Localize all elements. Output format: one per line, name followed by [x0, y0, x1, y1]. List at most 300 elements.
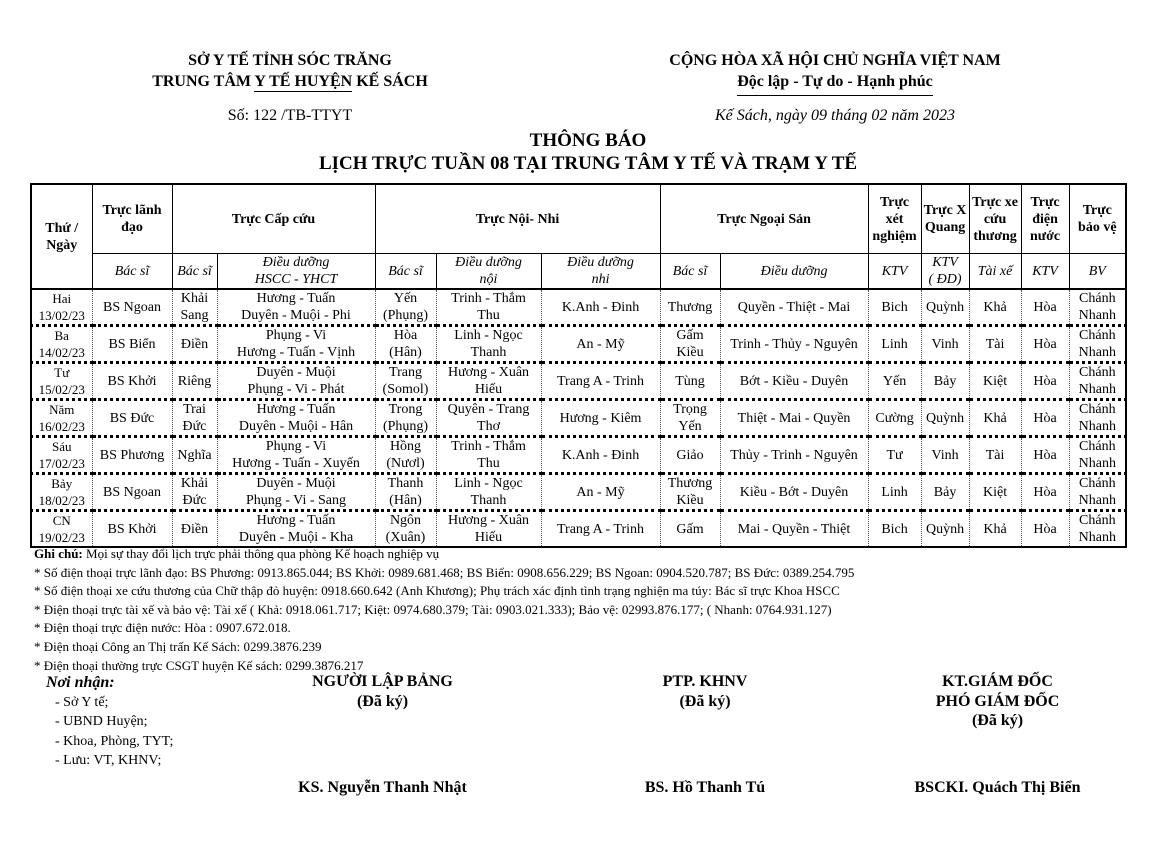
- sub-header-surg-doctor: Bác sĩ: [660, 254, 720, 290]
- national-motto: Độc lập - Tự do - Hạnh phúc: [737, 71, 933, 96]
- cell-text: Kiều - Bớt - Duyên: [739, 484, 849, 500]
- cell-text: Hòa: [1033, 521, 1057, 537]
- cell-text: Ba: [54, 328, 69, 343]
- cell-ped-nurse: [541, 363, 660, 400]
- cell-text: Hiếu: [474, 382, 503, 397]
- cell-text: 17/02/23: [38, 456, 85, 471]
- cell-ped-nurse: [541, 437, 660, 474]
- note-line: * Điện thoại trực điện nước: Hòa : 0907.672.018.: [34, 620, 291, 636]
- doc-subtitle: LỊCH TRỰC TUẦN 08 TẠI TRUNG TÂM Y TẾ VÀ TRẠM Y TẾ: [318, 153, 858, 174]
- cell-text: 14/02/23: [38, 345, 85, 360]
- cell-text: Thương: [667, 476, 713, 491]
- cell-text: Chánh: [1079, 291, 1116, 306]
- note-line: * Điện thoại thường trực CSGT huyện Kế sách: 0299.3876.217: [34, 657, 364, 673]
- note-line: * Điện thoại Công an Thị trấn Kế Sách: 0299.3876.239: [34, 638, 322, 654]
- sub-header-xray: KTV ( ĐD): [921, 254, 969, 290]
- cell-er-nurse: [217, 511, 375, 548]
- cell-text: Thiệt - Mai - Quyền: [737, 410, 851, 426]
- cell-utilities: [1021, 363, 1069, 400]
- cell-text: Nhanh: [1078, 493, 1116, 508]
- cell-ped-nurse: [541, 511, 660, 548]
- cell-text: Hòa: [1033, 299, 1057, 315]
- table-row: [31, 511, 1126, 548]
- nation-name: CỘNG HÒA XÃ HỘI CHỦ NGHĨA VIỆT NAM: [669, 52, 1001, 69]
- cell-int-nurse: [436, 474, 541, 511]
- cell-ped-nurse: [541, 474, 660, 511]
- signer-name-khnv: BS. Hồ Thanh Tú: [644, 779, 766, 796]
- cell-int-doctor: [375, 511, 436, 548]
- cell-surg-doctor: [660, 289, 720, 326]
- sub-header-utilities: KTV: [1021, 254, 1069, 290]
- cell-text: Quỳnh: [925, 521, 965, 537]
- cell-text: Hòa: [1033, 336, 1057, 352]
- cell-text: 13/02/23: [38, 308, 85, 323]
- cell-text: Nhanh: [1078, 419, 1116, 434]
- cell-text: Quyên - Trang: [447, 402, 530, 417]
- cell-text: Duyên - Muội - Phi: [241, 308, 351, 323]
- cell-er-doctor: [172, 474, 217, 511]
- duty-schedule-table: [30, 183, 1127, 548]
- cell-day: [31, 511, 92, 548]
- table-row: [31, 289, 1126, 326]
- cell-text: (Hân): [389, 345, 422, 360]
- col-header-surgery-obstetrics: Trực Ngoại Sản: [660, 184, 868, 254]
- cell-text: Trinh - Thắm: [451, 439, 526, 454]
- cell-utilities: [1021, 511, 1069, 548]
- cell-text: Phụng - Vi - Phát: [247, 382, 345, 397]
- cell-text: Quỳnh: [925, 299, 965, 315]
- cell-text: 16/02/23: [38, 419, 85, 434]
- cell-text: Nhanh: [1078, 382, 1116, 397]
- cell-text: Tư: [886, 447, 903, 463]
- cell-utilities: [1021, 289, 1069, 326]
- cell-surg-doctor: [660, 400, 720, 437]
- signer-name-director: BSCKI. Quách Thị Biển: [914, 779, 1081, 796]
- cell-int-nurse: [436, 511, 541, 548]
- cell-text: Khả: [983, 299, 1007, 315]
- sub-header-er-doctor: Bác sĩ: [172, 254, 217, 290]
- cell-text: Phụng - Vi: [265, 328, 327, 343]
- cell-text: Thanh: [470, 345, 507, 360]
- cell-text: 15/02/23: [38, 382, 85, 397]
- cell-text: Chánh: [1079, 365, 1116, 380]
- cell-text: Nhanh: [1078, 345, 1116, 360]
- cell-er-nurse: [217, 400, 375, 437]
- cell-leader: [92, 326, 172, 363]
- cell-security: [1069, 400, 1126, 437]
- cell-text: BS Phương: [99, 447, 165, 463]
- cell-surg-nurse: [720, 400, 868, 437]
- cell-security: [1069, 511, 1126, 548]
- recipients-section: [46, 673, 173, 771]
- cell-text: Điền: [180, 521, 209, 537]
- signature-block-khnv: [600, 672, 810, 711]
- cell-text: Hương - Tuấn: [256, 402, 336, 417]
- sub-header-ped-nurse: Điều dưỡng nhi: [541, 254, 660, 290]
- cell-surg-doctor: [660, 326, 720, 363]
- cell-ambulance: [969, 289, 1021, 326]
- cell-text: Hai: [52, 291, 72, 306]
- cell-leader: [92, 437, 172, 474]
- col-header-internal-pediatric: Trực Nội- Nhi: [375, 184, 660, 254]
- cell-text: Giảo: [676, 447, 704, 463]
- cell-int-doctor: [375, 400, 436, 437]
- cell-text: Trang: [389, 365, 422, 380]
- cell-text: Chánh: [1079, 328, 1116, 343]
- cell-xray: [921, 511, 969, 548]
- cell-er-doctor: [172, 326, 217, 363]
- cell-text: Kiệt: [982, 484, 1008, 500]
- cell-utilities: [1021, 400, 1069, 437]
- cell-ped-nurse: [541, 326, 660, 363]
- cell-leader: [92, 289, 172, 326]
- cell-text: Khả: [983, 410, 1007, 426]
- cell-text: Khải: [180, 476, 209, 491]
- cell-text: Khải: [180, 291, 209, 306]
- cell-er-doctor: [172, 289, 217, 326]
- cell-text: (Somol): [382, 382, 429, 397]
- cell-lab: [868, 474, 921, 511]
- cell-text: Trai: [183, 402, 206, 417]
- cell-int-nurse: [436, 326, 541, 363]
- cell-int-nurse: [436, 437, 541, 474]
- recipient-item: - Sở Y tế;: [55, 694, 109, 710]
- cell-er-doctor: [172, 400, 217, 437]
- cell-er-nurse: [217, 474, 375, 511]
- notes-first-line: Mọi sự thay đổi lịch trực phải thông qua phòng Kế hoạch nghiệp vụ: [82, 546, 440, 561]
- notes-intro: [34, 545, 854, 564]
- cell-text: Trang A - Trinh: [557, 521, 645, 537]
- doc-title: THÔNG BÁO: [529, 130, 647, 151]
- cell-text: BS Ngoan: [103, 484, 161, 500]
- cell-text: Mai - Quyền - Thiệt: [737, 521, 851, 537]
- cell-text: BS Biển: [108, 336, 156, 352]
- cell-security: [1069, 474, 1126, 511]
- cell-day: [31, 474, 92, 511]
- cell-text: Gấm: [676, 328, 704, 343]
- cell-text: Trọng: [673, 402, 707, 417]
- cell-text: Hồng: [389, 439, 422, 454]
- cell-text: Yến: [678, 419, 702, 434]
- col-header-emergency: Trực Cấp cứu: [172, 184, 375, 254]
- cell-lab: [868, 437, 921, 474]
- cell-int-nurse: [436, 363, 541, 400]
- cell-text: Nhanh: [1078, 530, 1116, 545]
- org-line-2-pre: TRUNG TÂM: [152, 73, 255, 90]
- cell-int-doctor: [375, 363, 436, 400]
- cell-xray: [921, 400, 969, 437]
- col-header-utilities: Trực điện nước: [1021, 184, 1069, 254]
- cell-day: [31, 289, 92, 326]
- org-line-2: [100, 71, 480, 92]
- table-row: [31, 437, 1126, 474]
- sub-header-lab: KTV: [868, 254, 921, 290]
- cell-text: Hương - Tuấn - Xuyến: [232, 456, 360, 471]
- cell-text: Quỳnh: [925, 410, 965, 426]
- cell-text: Thu: [477, 456, 500, 471]
- cell-xray: [921, 363, 969, 400]
- table-row: [31, 400, 1126, 437]
- cell-text: Hòa: [1033, 484, 1057, 500]
- cell-text: Vinh: [931, 447, 959, 463]
- signature-title: PTP. KHNV: [662, 673, 748, 690]
- cell-text: Thu: [477, 308, 500, 323]
- cell-text: Chánh: [1079, 476, 1116, 491]
- cell-text: Duyên - Muội: [256, 365, 336, 380]
- cell-text: Nhanh: [1078, 456, 1116, 471]
- cell-text: Gấm: [676, 521, 704, 537]
- document-number: Số: 122 /TB-TTYT: [227, 107, 353, 124]
- cell-leader: [92, 400, 172, 437]
- cell-text: An - Mỹ: [576, 484, 625, 500]
- sub-header-er-nurse: Điều dưỡng HSCC - YHCT: [217, 254, 375, 290]
- cell-text: Bich: [881, 521, 908, 537]
- cell-text: Vinh: [931, 336, 959, 352]
- cell-ambulance: [969, 474, 1021, 511]
- cell-utilities: [1021, 326, 1069, 363]
- cell-text: Hương - Tuấn - Vịnh: [236, 345, 356, 360]
- cell-text: BS Khởi: [107, 521, 157, 537]
- cell-lab: [868, 400, 921, 437]
- cell-security: [1069, 437, 1126, 474]
- sub-header-security: BV: [1069, 254, 1126, 290]
- sub-header-surg-nurse: Điều dưỡng: [720, 254, 868, 290]
- cell-text: Ngôn: [389, 513, 422, 528]
- cell-text: Tư: [54, 365, 70, 380]
- cell-er-nurse: [217, 437, 375, 474]
- cell-text: Linh - Ngọc: [454, 476, 523, 491]
- national-heading: [620, 50, 1050, 96]
- signature-title: KT.GIÁM ĐỐC: [942, 673, 1053, 690]
- cell-text: Hương - Xuân: [447, 365, 530, 380]
- cell-er-doctor: [172, 437, 217, 474]
- recipient-item: - UBND Huyện;: [55, 714, 148, 729]
- cell-ambulance: [969, 363, 1021, 400]
- cell-surg-nurse: [720, 289, 868, 326]
- cell-text: Khả: [983, 521, 1007, 537]
- cell-text: Phụng - Vi: [265, 439, 327, 454]
- cell-surg-doctor: [660, 474, 720, 511]
- cell-int-doctor: [375, 326, 436, 363]
- cell-surg-doctor: [660, 437, 720, 474]
- cell-text: Bich: [881, 299, 908, 315]
- sub-header-int-nurse: Điều dưỡng nội: [436, 254, 541, 290]
- cell-text: Hương - Kiêm: [559, 410, 642, 426]
- cell-text: Hương - Tuấn: [256, 291, 336, 306]
- cell-ambulance: [969, 400, 1021, 437]
- cell-xray: [921, 474, 969, 511]
- signature-subtitle: PHÓ GIÁM ĐỐC: [935, 692, 1060, 710]
- cell-text: (Hân): [389, 493, 422, 508]
- cell-security: [1069, 363, 1126, 400]
- signer-name-preparer: KS. Nguyễn Thanh Nhật: [298, 779, 467, 796]
- cell-text: 18/02/23: [38, 493, 85, 508]
- cell-text: Nghĩa: [177, 447, 212, 463]
- cell-day: [31, 437, 92, 474]
- sub-header-leader-doctor: Bác sĩ: [92, 254, 172, 290]
- table-row: [31, 326, 1126, 363]
- cell-text: Hòa: [1033, 410, 1057, 426]
- cell-text: Hiếu: [474, 530, 503, 545]
- cell-text: (Phụng): [382, 308, 429, 323]
- cell-er-doctor: [172, 511, 217, 548]
- cell-text: Hòa: [1033, 373, 1057, 389]
- cell-text: Kiệt: [982, 373, 1008, 389]
- table-row: [31, 363, 1126, 400]
- cell-text: Kiều: [676, 493, 704, 508]
- cell-lab: [868, 326, 921, 363]
- cell-text: Chánh: [1079, 439, 1116, 454]
- cell-utilities: [1021, 474, 1069, 511]
- cell-xray: [921, 437, 969, 474]
- cell-utilities: [1021, 437, 1069, 474]
- cell-leader: [92, 511, 172, 548]
- org-line-2-underlined: Y TẾ HUYỆN: [254, 73, 353, 90]
- cell-int-nurse: [436, 289, 541, 326]
- cell-text: BS Đức: [109, 410, 155, 426]
- signature-status: (Đã ký): [971, 712, 1024, 729]
- cell-ped-nurse: [541, 400, 660, 437]
- cell-text: Sáu: [52, 439, 72, 454]
- cell-text: Bảy: [933, 373, 957, 389]
- cell-text: Tùng: [675, 373, 705, 389]
- cell-ambulance: [969, 511, 1021, 548]
- cell-text: Tài: [985, 336, 1005, 352]
- signature-title: NGƯỜI LẬP BẢNG: [312, 673, 453, 690]
- cell-text: Hòa: [1033, 447, 1057, 463]
- cell-text: 19/02/23: [38, 530, 85, 545]
- col-header-lab: Trực xét nghiệm: [868, 184, 921, 254]
- cell-surg-nurse: [720, 363, 868, 400]
- cell-lab: [868, 363, 921, 400]
- cell-text: Trang A - Trinh: [557, 373, 645, 389]
- cell-text: Hương - Tuấn: [256, 513, 336, 528]
- cell-security: [1069, 289, 1126, 326]
- cell-text: Kiều: [676, 345, 704, 360]
- cell-text: K.Anh - Đinh: [561, 299, 640, 315]
- notes-section: [34, 545, 854, 675]
- cell-text: Hương - Xuân: [447, 513, 530, 528]
- cell-text: Duyên - Muội: [256, 476, 336, 491]
- cell-text: Phụng - Vi - Sang: [245, 493, 347, 508]
- cell-text: (Xuân): [385, 530, 426, 545]
- cell-text: Trong: [388, 402, 423, 417]
- signature-block-director: [880, 672, 1115, 731]
- cell-text: Duyên - Muội - Hân: [238, 419, 354, 434]
- cell-text: Linh: [881, 336, 908, 352]
- cell-text: Năm: [49, 402, 75, 417]
- note-line: * Số điện thoại xe cứu thương của Chữ thập đỏ huyện: 0918.660.642 (Anh Khương); Phụ trách xác định tình trạng nghiện ma túy: Bác sĩ trực Khoa HSCC: [34, 583, 840, 599]
- cell-leader: [92, 363, 172, 400]
- cell-xray: [921, 289, 969, 326]
- cell-text: BS Khởi: [107, 373, 157, 389]
- cell-er-nurse: [217, 363, 375, 400]
- signature-block-preparer: [260, 672, 505, 711]
- cell-surg-nurse: [720, 474, 868, 511]
- cell-text: Sang: [180, 308, 209, 323]
- cell-text: (Phụng): [382, 419, 429, 434]
- cell-int-nurse: [436, 400, 541, 437]
- cell-day: [31, 363, 92, 400]
- recipient-item: - Khoa, Phòng, TYT;: [55, 733, 174, 749]
- cell-lab: [868, 289, 921, 326]
- cell-surg-nurse: [720, 326, 868, 363]
- cell-text: Quyền - Thiệt - Mai: [737, 299, 851, 315]
- cell-text: Thơ: [477, 419, 500, 434]
- cell-text: Cường: [875, 410, 914, 426]
- cell-xray: [921, 326, 969, 363]
- cell-text: Điền: [180, 336, 209, 352]
- cell-text: Bớt - Kiều - Duyên: [739, 373, 849, 389]
- cell-er-nurse: [217, 289, 375, 326]
- cell-ped-nurse: [541, 289, 660, 326]
- cell-leader: [92, 474, 172, 511]
- sub-header-int-doctor: Bác sĩ: [375, 254, 436, 290]
- cell-text: Yến: [393, 291, 418, 306]
- recipients-label: Nơi nhận:: [46, 674, 115, 691]
- note-line: * Số điện thoại trực lãnh đạo: BS Phương: 0913.865.044; BS Khởi: 0989.681.468; BS Biển: 0908.656.229; BS Ngoan: 0904.520.787; BS Đức: 0389.254.795: [34, 564, 855, 580]
- cell-text: Thủy - Trinh - Nguyên: [730, 447, 858, 463]
- cell-day: [31, 326, 92, 363]
- recipient-item: - Lưu: VT, KHNV;: [55, 753, 162, 768]
- signature-status: (Đã ký): [356, 692, 409, 710]
- cell-text: CN: [52, 513, 71, 528]
- cell-text: Bảy: [51, 476, 73, 491]
- sub-header-ambulance: Tài xế: [969, 254, 1021, 290]
- cell-text: Yến: [882, 373, 907, 389]
- col-header-leader: Trực lãnh đạo: [92, 184, 172, 254]
- cell-lab: [868, 511, 921, 548]
- cell-text: Bảy: [933, 484, 957, 500]
- cell-text: (Nươl): [386, 456, 425, 471]
- col-header-security: Trực bảo vệ: [1069, 184, 1126, 254]
- cell-surg-nurse: [720, 437, 868, 474]
- col-header-xray: Trực X Quang: [921, 184, 969, 254]
- cell-text: Thanh: [470, 493, 507, 508]
- cell-surg-nurse: [720, 511, 868, 548]
- cell-security: [1069, 326, 1126, 363]
- cell-text: An - Mỹ: [576, 336, 625, 352]
- cell-text: Đức: [182, 493, 207, 508]
- org-line-1: SỞ Y TẾ TỈNH SÓC TRĂNG: [188, 52, 392, 69]
- cell-text: Đức: [182, 419, 207, 434]
- document-date: Kế Sách, ngày 09 tháng 02 năm 2023: [715, 107, 955, 124]
- cell-text: Linh - Ngọc: [454, 328, 523, 343]
- cell-ambulance: [969, 437, 1021, 474]
- cell-text: BS Ngoan: [103, 299, 161, 315]
- cell-text: Chánh: [1079, 513, 1116, 528]
- col-header-day: Thứ / Ngày: [31, 184, 92, 289]
- cell-surg-doctor: [660, 511, 720, 548]
- cell-text: Linh: [881, 484, 908, 500]
- cell-day: [31, 400, 92, 437]
- notes-label: Ghi chú:: [34, 546, 83, 561]
- note-line: * Điện thoại trực tài xế và bảo vệ: Tài xế ( Khả: 0918.061.717; Kiệt: 0974.680.379; Tài: 0903.021.333); Bảo vệ: 02993.876.177; ( Nhanh: 0764.931.127): [34, 601, 832, 617]
- cell-surg-doctor: [660, 363, 720, 400]
- cell-text: Thanh: [387, 476, 424, 491]
- cell-text: Trinh - Thủy - Nguyên: [730, 336, 858, 352]
- cell-text: Hòa: [393, 328, 418, 343]
- cell-er-nurse: [217, 326, 375, 363]
- cell-int-doctor: [375, 474, 436, 511]
- cell-text: K.Anh - Đinh: [561, 447, 640, 463]
- cell-ambulance: [969, 326, 1021, 363]
- issuing-organization: [100, 50, 480, 92]
- cell-text: Duyên - Muội - Kha: [238, 530, 354, 545]
- cell-er-doctor: [172, 363, 217, 400]
- signature-status: (Đã ký): [679, 692, 731, 710]
- cell-text: Riêng: [177, 373, 212, 389]
